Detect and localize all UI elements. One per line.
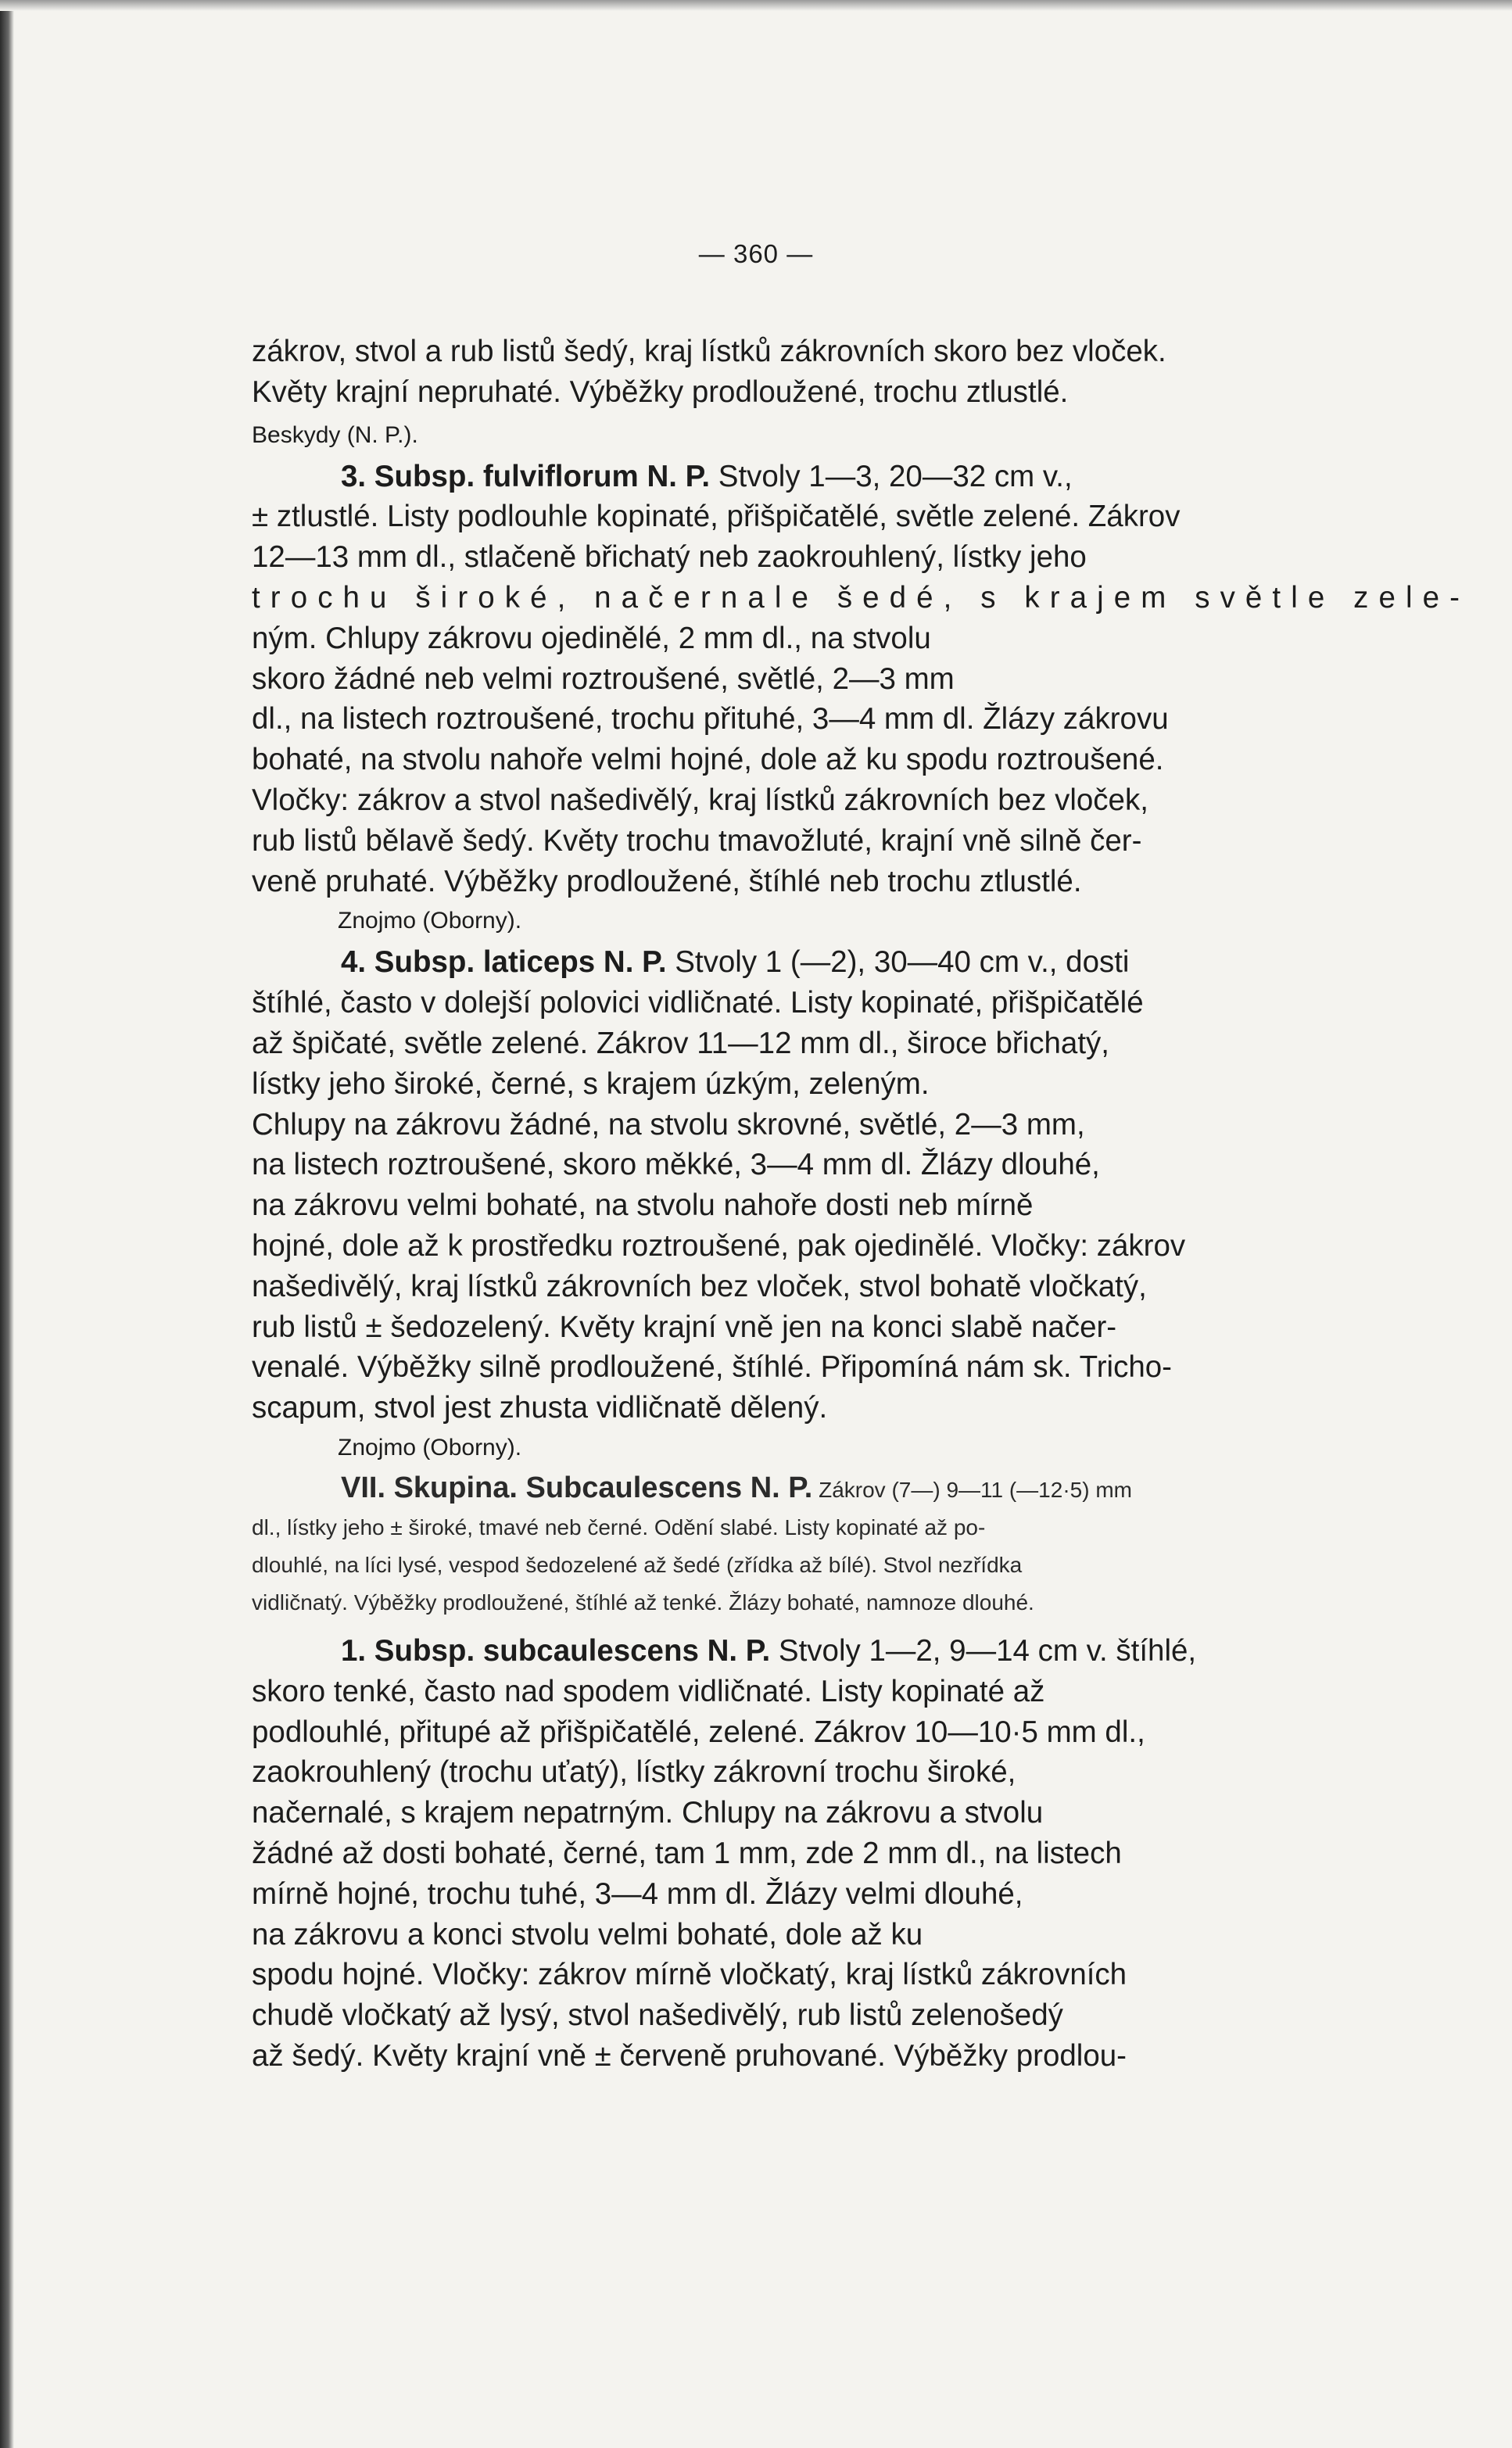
text-line: na listech roztroušené, skoro měkké, 3—4 mm dl. Žlázy dlouhé, xyxy=(252,1148,1100,1182)
text-line: dlouhlé, na líci lysé, vespod šedozelené až šedé (zřídka až bílé). Stvol nezřídka xyxy=(252,1552,1023,1577)
text-line: lístky jeho široké, černé, s krajem úzkým, zeleným. xyxy=(252,1066,930,1101)
subsp-heading: 1. Subsp. subcaulescens N. P. xyxy=(341,1633,771,1668)
text-line-spaced: trochu široké, načernale šedé, s krajem světle zele- xyxy=(252,580,1471,615)
text-line: rub listů bělavě šedý. Květy trochu tmavožluté, krajní vně silně čer- xyxy=(252,823,1142,858)
text-line: Květy krajní nepruhaté. Výběžky prodloužené, trochu ztlustlé. xyxy=(252,375,1069,409)
text-line: chudě vločkatý až lysý, stvol našedivělý, rub listů zelenošedý xyxy=(252,1998,1063,2033)
page-body xyxy=(252,332,1471,2077)
subsp-laticeps xyxy=(252,942,1338,1428)
text-line: zákrov, stvol a rub listů šedý, kraj lístků zákrovních skoro bez vloček. xyxy=(252,335,1166,368)
text-line: bohaté, na stvolu nahoře velmi hojné, dole až ku spodu roztroušené. xyxy=(252,743,1164,777)
text-line: štíhlé, často v dolejší polovici vidličnaté. Listy kopinaté, přišpičatělé xyxy=(252,986,1144,1020)
text-line: skoro žádné neb velmi roztroušené, světlé, 2—3 mm xyxy=(252,661,955,696)
text-line: na zákrovu velmi bohaté, na stvolu nahoře dosti neb mírně xyxy=(252,1188,1034,1223)
text-line: 3. Subsp. fulviflorum N. P. Stvoly 1—3, 20—32 cm v., xyxy=(341,459,1073,493)
text-line: podlouhlé, přitupé až přišpičatělé, zelené. Zákrov 10—10·5 mm dl., xyxy=(252,1715,1145,1749)
text-line: dl., na listech roztroušené, trochu přituhé, 3—4 mm dl. Žlázy zákrovu xyxy=(252,702,1169,737)
text-line: veně pruhaté. Výběžky prodloužené, štíhlé neb trochu ztlustlé. xyxy=(252,864,1082,898)
text-line: našedivělý, kraj lístků zákrovních bez vloček, stvol bohatě vločkatý, xyxy=(252,1269,1147,1303)
group-heading: VII. Skupina. Subcaulescens N. P. xyxy=(341,1471,813,1504)
subsp-heading: 4. Subsp. laticeps N. P. xyxy=(341,945,667,980)
text-line: 12—13 mm dl., stlačeně břichatý neb zaokrouhlený, lístky jeho xyxy=(252,540,1087,575)
subsp-heading: 3. Subsp. fulviflorum N. P. xyxy=(341,459,711,493)
text-line: zaokrouhlený (trochu uťatý), lístky zákrovní trochu široké, xyxy=(252,1755,1016,1790)
text-line: rub listů ± šedozelený. Květy krajní vně jen na konci slabě načer- xyxy=(252,1310,1117,1344)
scan-top-edge xyxy=(0,0,1512,11)
text-line: VII. Skupina. Subcaulescens N. P. Zákrov (7—) 9—11 (—12·5) mm xyxy=(341,1471,1132,1504)
text-line: načernalé, s krajem nepatrným. Chlupy na zákrovu a stvolu xyxy=(252,1796,1044,1830)
text-line: hojné, dole až k prostředku roztroušené, pak ojedinělé. Vločky: zákrov xyxy=(252,1228,1186,1263)
locality-znojmo: Znojmo (Oborny). xyxy=(338,1434,522,1461)
text-line: Chlupy na zákrovu žádné, na stvolu skrovné, světlé, 2—3 mm, xyxy=(252,1107,1085,1142)
text-line: až šedý. Květy krajní vně ± červeně pruhované. Výběžky prodlou- xyxy=(252,2038,1127,2073)
text-line: žádné až dosti bohaté, černé, tam 1 mm, zde 2 mm dl., na listech xyxy=(252,1836,1122,1870)
text-line: venalé. Výběžky silně prodloužené, štíhlé. Připomíná nám sk. Tricho- xyxy=(252,1350,1172,1385)
text-line: na zákrovu a konci stvolu velmi bohaté, dole až ku xyxy=(252,1917,923,1952)
subsp-fulviflorum xyxy=(252,457,1471,902)
subsp-subcaulescens xyxy=(252,1631,1338,2077)
scan-left-edge xyxy=(0,0,14,2448)
text-line: 1. Subsp. subcaulescens N. P. Stvoly 1—2, 9—14 cm v. štíhlé, xyxy=(341,1633,1197,1668)
text-line: scapum, stvol jest zhusta vidličnatě dělený. xyxy=(252,1391,828,1425)
group-subcaulescens xyxy=(252,1469,1338,1622)
text-line: ± ztlustlé. Listy podlouhle kopinaté, přišpičatělé, světle zelené. Zákrov xyxy=(252,500,1181,534)
page-number: — 360 — xyxy=(698,239,814,268)
text-line: ným. Chlupy zákrovu ojedinělé, 2 mm dl., na stvolu xyxy=(252,621,931,655)
text-line: spodu hojné. Vločky: zákrov mírně vločkatý, kraj lístků zákrovních xyxy=(252,1958,1127,1992)
text-line: Vločky: zákrov a stvol našedivělý, kraj lístků zákrovních bez vloček, xyxy=(252,783,1148,817)
text-line: skoro tenké, často nad spodem vidličnaté. Listy kopinaté až xyxy=(252,1674,1045,1708)
intro-paragraph xyxy=(252,332,1338,413)
text-line: dl., lístky jeho ± široké, tmavé neb černé. Odění slabé. Listy kopinaté až po- xyxy=(252,1514,986,1539)
locality-znojmo: Znojmo (Oborny). xyxy=(338,908,522,934)
text-line: mírně hojné, trochu tuhé, 3—4 mm dl. Žlázy velmi dlouhé, xyxy=(252,1876,1023,1911)
text-line: vidličnatý. Výběžky prodloužené, štíhlé až tenké. Žlázy bohaté, namnoze dlouhé. xyxy=(252,1590,1034,1615)
text-line: až špičaté, světle zelené. Zákrov 11—12 mm dl., široce břichatý, xyxy=(252,1026,1109,1060)
locality-beskydy: Beskydy (N. P.). xyxy=(252,421,418,448)
text-line: 4. Subsp. laticeps N. P. Stvoly 1 (—2), 30—40 cm v., dosti xyxy=(341,945,1130,980)
